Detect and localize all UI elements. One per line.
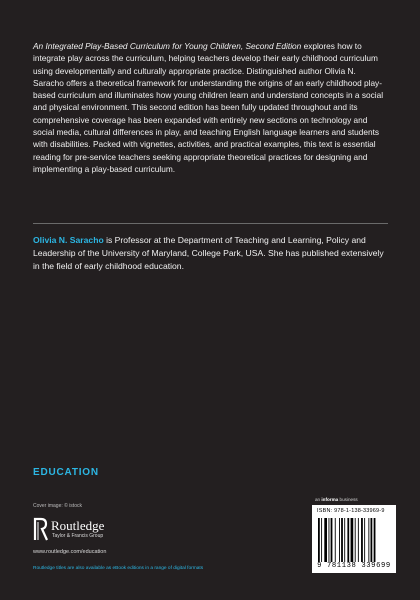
barcode-bar: [347, 518, 349, 562]
barcode-bar: [344, 518, 345, 562]
author-bio-text: is Professor at the Department of Teaching and Learning, Policy and Leadership of the University of Maryland, College Park, USA. She has published extensively in the field of early childhood education.: [33, 235, 384, 271]
publisher-url[interactable]: www.routledge.com/education: [33, 549, 107, 555]
publisher-name: Routledge: [51, 518, 105, 533]
barcode-bar: [358, 518, 359, 562]
barcode-bar: [318, 518, 320, 562]
barcode-bar: [351, 518, 354, 562]
barcode-bar: [339, 518, 340, 562]
isbn-label: ISBN: 978-1-138-33969-9: [317, 508, 385, 514]
barcode-bar: [321, 518, 322, 562]
barcode-bar: [329, 518, 330, 562]
informa-tagline: [315, 497, 358, 502]
barcode-bar: [368, 518, 369, 562]
barcode-bar: [364, 518, 365, 562]
publisher-group: Taylor & Francis Group: [52, 533, 104, 539]
barcode-bar: [371, 518, 373, 562]
informa-brand: informa: [321, 497, 339, 502]
publisher-logo: [33, 514, 183, 550]
author-bio: [33, 234, 389, 273]
description-body: explores how to integrate play across the curriculum, helping teachers develop their early childhood curriculum using developmentally and culturally appropriate practice. Distinguished author Olivia N. Saracho offers a theoretical framework for understanding the origins of an early childhood play-based curriculum and illuminates how young children learn and understand concepts in a social and physical environment. This second edition has been fully updated throughout and its comprehensive coverage has been expanded with entirely new sections on technology and social media, cultural differences in play, and teaching English language learners and students with disabilities. Packed with vignettes, activities, and practical examples, this text is essential reading for pre-service teachers seeking appropriate theoretical practices for designing and implementing a play-based curriculum.: [33, 41, 384, 174]
author-name: Olivia N. Saracho: [33, 235, 104, 245]
barcode-bar: [331, 518, 333, 562]
routledge-logo-icon: [33, 516, 49, 542]
barcode-graphic: [317, 518, 391, 562]
barcode-panel: [312, 505, 396, 573]
cover-credit: Cover image: © istock: [33, 503, 82, 509]
book-description: [33, 40, 389, 175]
barcode-bar: [341, 518, 343, 562]
informa-suffix: business: [338, 497, 358, 502]
informa-prefix: an: [315, 497, 322, 502]
barcode-bar: [374, 518, 376, 562]
ebook-note: Routledge titles are also available as eBook editions in a range of digital formats: [33, 566, 204, 571]
barcode-bar: [361, 518, 363, 562]
section-divider: [33, 223, 388, 224]
barcode-bar: [335, 518, 336, 562]
book-title: An Integrated Play-Based Curriculum for Young Children, Second Edition: [33, 41, 302, 51]
barcode-number: 9 781138 339699: [317, 562, 391, 570]
barcode-bar: [324, 518, 327, 562]
barcode-bar: [355, 518, 356, 562]
subject-category: EDUCATION: [33, 467, 99, 478]
